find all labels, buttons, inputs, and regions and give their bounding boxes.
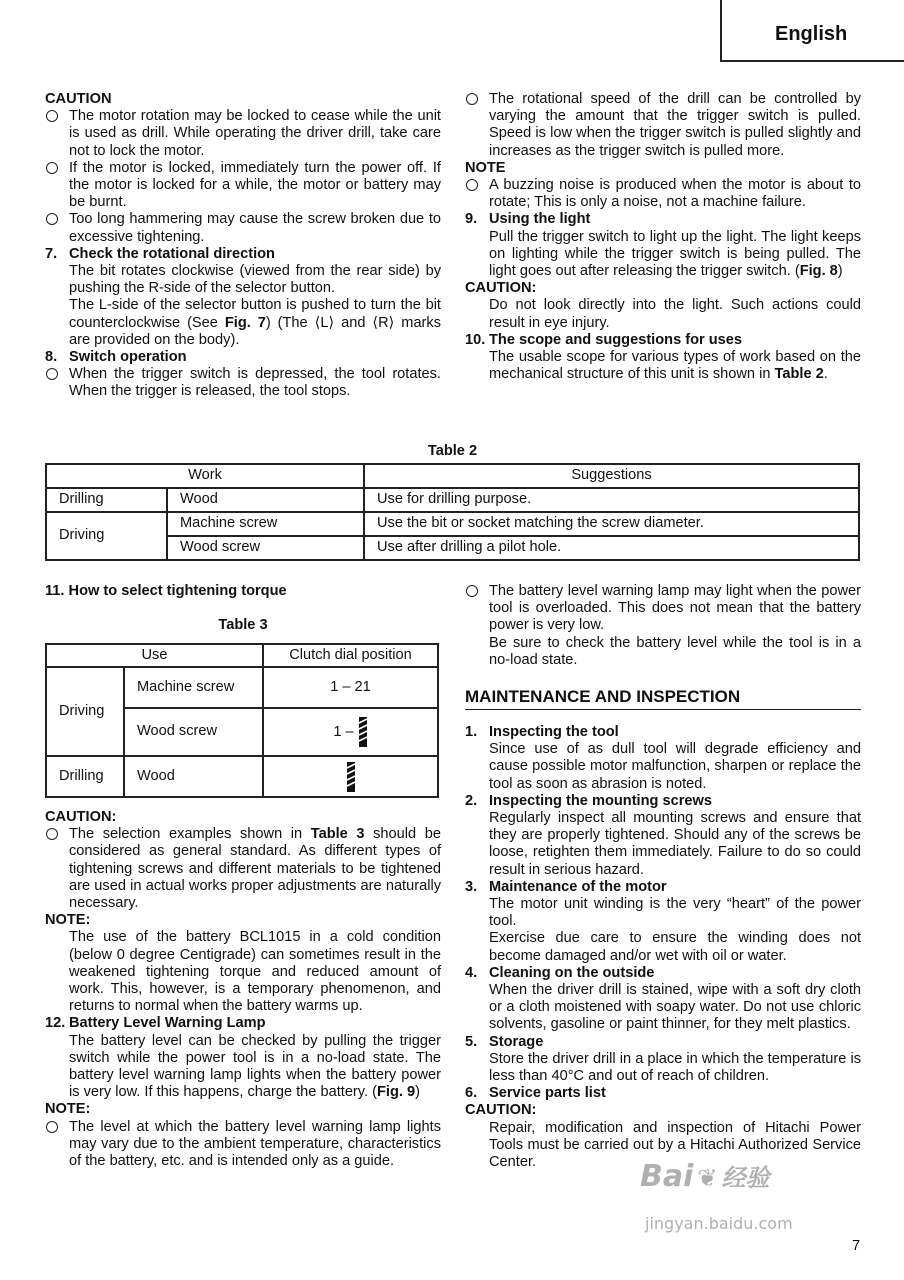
table-3 [45,643,439,798]
caution-item: The motor rotation may be locked to cease while the unit is used as drill. While operating the driver drill, take care not to lock the motor. [45,108,441,160]
mark-r: R [378,314,389,331]
section-10-heading: 10. The scope and suggestions for uses [465,331,743,348]
table-cell: Wood screw [167,536,364,560]
maint-item-para: Store the driver drill in a place in which the temperature is less than 40°C and out of reach of children. [489,1050,861,1085]
maintenance-list [465,724,861,1171]
table-cell: 1 – [263,708,438,756]
caution-para: Do not look directly into the light. Such actions could result in eye injury. [489,297,861,331]
maintenance-title: MAINTENANCE AND INSPECTION [465,687,741,706]
table-2-caption: Table 2 [427,443,478,459]
circle-bullet-icon [46,828,58,840]
note-item: The level at which the battery level warning lamp lights may vary due to the ambient temperature, characteristics of the battery, etc. and is intended only as a guide. [45,1119,441,1171]
language-label: English [775,23,848,45]
speed-item: The rotational speed of the drill can be controlled by varying the amount that the trigger switch is pulled. Speed is low when the trigger switch is pulled slightly and increases as the trigger switch is pulled more. [465,91,861,160]
maint-item-para: The motor unit winding is the very “heart” of the power tool. [489,896,861,930]
note-para: The use of the battery BCL1015 in a cold condition (below 0 degree Centigrade) can sometimes result in the weakened tightening torque and reduced amount of work. This, however, is a temporary phenomenon, and returns to normal when the battery warms up. [69,929,441,1015]
caution-heading: CAUTION: [465,1102,537,1119]
note-heading: NOTE: [45,1101,91,1118]
table-header-cell: Suggestions [364,464,859,488]
maint-item-para: When the driver drill is stained, wipe with a soft dry cloth or a cloth moistened with soapy water. Do not use chloric solvents, gasoline or paint thinner, for they melt plastics. [489,982,861,1033]
maint-item-heading: 2. Inspecting the mounting screws [465,792,712,809]
bottom-right-column [465,583,861,669]
table-cell: Drilling [46,488,167,512]
caution-heading: CAUTION: [465,280,537,297]
table-header-cell: Use [46,644,263,667]
circle-bullet-icon [46,213,58,225]
maintenance-section-header [465,687,861,710]
top-left-column [45,91,441,401]
section-9-para: Pull the trigger switch to light up the light. The light keeps on lighting while the trigger switch is being pulled. The light goes out after releasing the trigger switch. (Fig. 8) [489,228,861,280]
section-10-para: The usable scope for various types of work based on the mechanical structure of this unit is shown in Table 2. [489,349,861,383]
section-12-para: The battery level can be checked by pulling the trigger switch while the power tool is in a no-load state. The battery level warning lamp lights when the battery power is very low. If this happens, charge the battery. (Fig. 9) [69,1032,441,1101]
maint-item-para: Since use of as dull tool will degrade efficiency and cause possible motor malfunction, sharpen or replace the tool as soon as abrasion is noted. [489,741,861,792]
table-row [46,536,859,560]
caution-heading: CAUTION [45,91,112,107]
circle-bullet-icon [466,93,478,105]
drill-bit-icon [346,762,356,792]
warning-lamp-item: The battery level warning lamp may light when the power tool is overloaded. This does not mean that the battery power is very low. Be sure to check the battery level while the tool is in a no-load state. [465,583,861,669]
caution-item: The selection examples shown in Table 3 should be considered as general standard. As different types of tightening screws and different materials to be tightened are used in actual works proper adjustments are naturally necessary. [45,826,441,912]
baidu-paw-icon: ❦ [697,1164,718,1192]
table-cell: Machine screw [124,667,263,708]
section-7-para-2: The L-side of the selector button is pushed to turn the bit counterclockwise (See Fig. 7) (The ⟨L⟩ and ⟨R⟩ marks are provided on the body). [69,297,442,348]
baidu-watermark-logo: Bai ❦ 经验 [640,1159,770,1194]
maint-item-heading: 6. Service parts list [465,1085,606,1102]
maint-item-heading: 1. Inspecting the tool [465,724,619,740]
note-item: A buzzing noise is produced when the motor is about to rotate; This is only a noise, not a machine failure. [465,177,861,211]
table-header-row [46,464,859,488]
table-3-caption: Table 3 [218,617,268,633]
section-11-heading: 11. How to select tightening torque [45,583,287,599]
section-7-para-1: The bit rotates clockwise (viewed from the rear side) by pushing the R-side of the selector button. [69,263,441,297]
table-row [46,512,859,536]
circle-bullet-icon [46,1121,58,1133]
page-number: 7 [852,1238,861,1254]
mark-l: L [320,314,329,331]
table-header-cell: Clutch dial position [263,644,438,667]
caution-item: If the motor is locked, immediately turn the power off. If the motor is locked for a while, the motor or battery may be burnt. [45,160,441,212]
table-cell [263,756,438,797]
note-heading: NOTE [465,159,506,176]
circle-bullet-icon [46,162,58,174]
caution-para: Repair, modification and inspection of Hitachi Power Tools must be carried out by a Hitachi Authorized Service Center. [489,1119,861,1171]
table-header-cell: Work [46,464,364,488]
maint-item-para: Exercise due care to ensure the winding does not become damaged and/or wet with oil or water. [489,930,861,964]
table-cell: Driving [46,512,167,560]
table-cell: Wood screw [124,708,263,756]
top-right-column [465,91,861,383]
table-row [46,756,438,797]
section-8-heading: 8. Switch operation [45,349,187,366]
circle-bullet-icon [466,585,478,597]
table-cell: 1 – 21 [263,667,438,708]
table-cell: Use for drilling purpose. [364,488,859,512]
circle-bullet-icon [46,368,58,380]
table-2 [45,463,860,561]
caution-item: Too long hammering may cause the screw broken due to excessive tightening. [45,211,441,245]
bottom-left-column [45,809,441,1170]
table-cell: Driving [46,667,124,756]
table-row [46,667,438,708]
maint-item-heading: 5. Storage [465,1033,544,1050]
table-cell: Wood [124,756,263,797]
section-8-item: When the trigger switch is depressed, the tool rotates. When the trigger is released, the tool stops. [45,366,441,400]
maint-item-heading: 3. Maintenance of the motor [465,878,667,895]
table-cell: Wood [167,488,364,512]
caution-heading: CAUTION: [45,809,117,825]
section-12-heading: 12. Battery Level Warning Lamp [45,1015,266,1032]
table-cell: Drilling [46,756,124,797]
note-heading: NOTE: [45,912,91,929]
maint-item-heading: 4. Cleaning on the outside [465,964,655,981]
table-cell: Use the bit or socket matching the screw diameter. [364,512,859,536]
table-header-row [46,644,438,667]
circle-bullet-icon [46,110,58,122]
table-row [46,488,859,512]
section-7-heading: 7. Check the rotational direction [45,245,275,262]
section-9-heading: 9. Using the light [465,211,591,228]
drill-bit-icon [358,717,368,747]
table-cell: Use after drilling a pilot hole. [364,536,859,560]
maint-item-para: Regularly inspect all mounting screws and ensure that they are properly tightened. Should any of the screws be loose, retighten them immediately. Failure to do so could result in serious hazard. [489,810,861,878]
watermark-url: jingyan.baidu.com [645,1214,793,1233]
table-cell: Machine screw [167,512,364,536]
language-tab [720,0,904,62]
circle-bullet-icon [466,179,478,191]
